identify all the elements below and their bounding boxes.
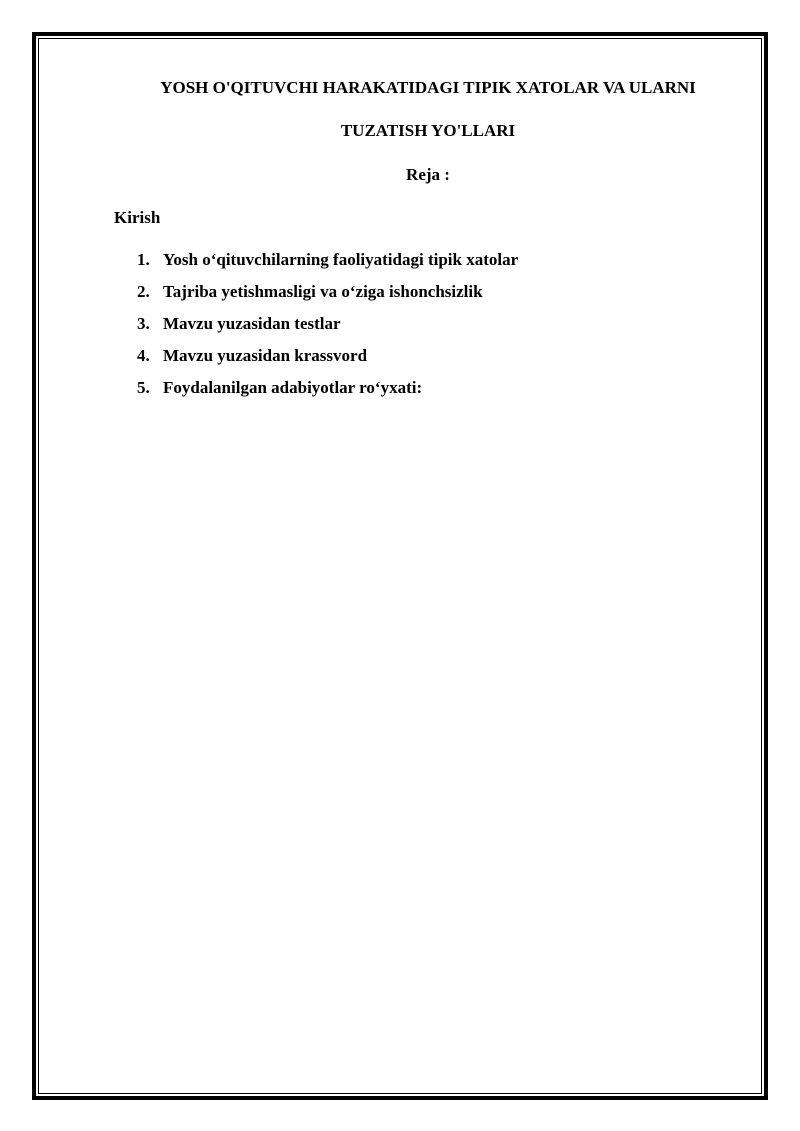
plan-item	[137, 282, 518, 314]
plan-item-text: Mavzu yuzasidan testlar	[163, 314, 341, 333]
plan-item-number: 1.	[137, 250, 150, 269]
intro-label: Kirish	[114, 208, 161, 227]
plan-item	[137, 346, 518, 378]
plan-item-text: Tajriba yetishmasligi va o‘ziga ishonchsizlik	[163, 282, 483, 301]
plan-item-text: Yosh o‘qituvchilarning faoliyatidagi tipik xatolar	[163, 250, 519, 269]
plan-list	[137, 250, 518, 410]
plan-item-number: 2.	[137, 282, 150, 301]
plan-item-number: 4.	[137, 346, 150, 365]
plan-item-text: Foydalanilgan adabiyotlar ro‘yxati:	[163, 378, 423, 397]
plan-item-number: 5.	[137, 378, 150, 397]
plan-item	[137, 250, 518, 282]
plan-heading: Reja :	[406, 165, 450, 184]
page-border-inner	[38, 38, 762, 1094]
plan-item-number: 3.	[137, 314, 150, 333]
plan-item-text: Mavzu yuzasidan krassvord	[163, 346, 368, 365]
plan-item	[137, 314, 518, 346]
plan-item	[137, 378, 518, 410]
document-title-line-2: TUZATISH YO'LLARI	[340, 121, 516, 140]
document-title-line-1: YOSH O'QITUVCHI HARAKATIDAGI TIPIK XATOLAR VA ULARNI	[160, 78, 696, 97]
